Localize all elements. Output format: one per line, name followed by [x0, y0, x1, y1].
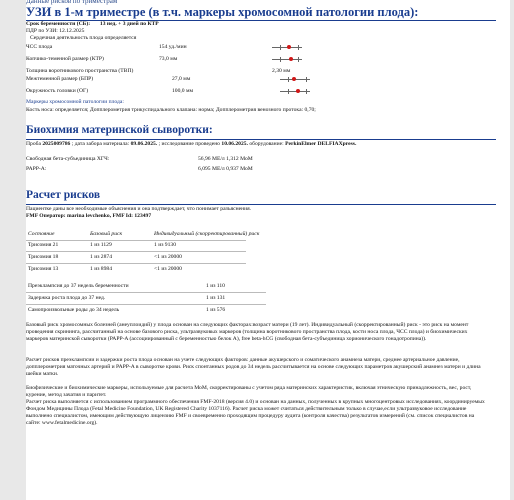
col-header: Индивидуальный (скорректированный) риск — [154, 231, 260, 237]
us-section-title: УЗИ в 1-м триместре (в т.ч. маркеры хромосомной патологии плода): — [26, 5, 419, 19]
heart-activity: Сердечная деятельность плода определяется — [30, 35, 137, 41]
measure-label: Копчико-теменной размер (КТР) — [26, 56, 104, 62]
measure-value: 27,0 мм — [172, 76, 191, 82]
col-header: Базовый риск — [90, 231, 123, 237]
due-date: ПДР по УЗИ: 12.12.2025 — [26, 28, 85, 34]
cell: <1 из 20000 — [154, 266, 182, 272]
measure-value: 100,0 мм — [172, 88, 194, 94]
risk-section-title: Расчет рисков — [26, 189, 101, 201]
bio-row-label: PAPP-A: — [26, 166, 47, 172]
measure-label: Толщина воротникового пространства (ТВП) — [26, 68, 134, 74]
consent-text: Пациентке даны все необходимые объяснения и она подтверждает, что понимает разъяснения. — [26, 206, 252, 212]
measure-value: 73,0 мм — [159, 56, 178, 62]
scale-bound-tick — [306, 77, 307, 82]
measure-value: 2,30 мм — [272, 68, 291, 74]
measure-label: ЧСС плода — [26, 44, 53, 50]
table-rule — [26, 304, 266, 305]
markers-title: Маркеры хромосомной патологии плода: — [26, 99, 124, 105]
cell: Задержка роста плода до 37 нед. — [28, 295, 106, 301]
bio-section-title: Биохимия материнской сыворотки: — [26, 124, 213, 136]
bio-row-label: Свободная бета-субъединица ХГЧ: — [26, 156, 110, 162]
scale-marker — [289, 57, 293, 61]
range-scale-hr — [272, 44, 302, 51]
scale-bound-tick — [280, 45, 281, 50]
range-scale-hc — [280, 88, 310, 95]
cell: 1 из 8984 — [90, 266, 112, 272]
scale-bound-tick — [298, 45, 299, 50]
scale-bound-tick — [288, 89, 289, 94]
scale-marker — [292, 77, 296, 81]
table-header — [26, 230, 316, 238]
scale-bound-tick — [306, 89, 307, 94]
cell: Преэклампсия до 37 недель беременности — [28, 283, 129, 289]
table-row — [26, 306, 326, 314]
range-scale-crl — [272, 56, 302, 63]
explanation-paragraph: Биофизические и биохимические маркеры, используемые для расчета МоМ, скорректированы с учетом ряда материнских характеристик, включая этническую принадлежность, вес, рост, курение, метод зачатия и паритет. — [26, 385, 472, 398]
scale-marker — [296, 89, 300, 93]
report-page — [26, 0, 510, 500]
trisomy-risk-table — [26, 230, 316, 276]
range-scale-tvp — [280, 76, 310, 83]
table-row — [26, 282, 326, 290]
table-rule — [26, 263, 246, 264]
measure-label: Окружность головки (ОГ) — [26, 88, 89, 94]
divider — [26, 204, 496, 205]
scale-bound-tick — [298, 57, 299, 62]
scale-bound-tick — [280, 57, 281, 62]
cell: <1 из 20000 — [154, 254, 182, 260]
cut-off-header: Данные рисков по триместрам — [26, 0, 118, 5]
measure-value: 154 уд./мин — [159, 44, 187, 50]
cell: Трисомия 13 — [28, 266, 59, 272]
table-row — [26, 253, 316, 261]
cell: 1 из 1129 — [90, 242, 112, 248]
explanation-paragraph: Расчет риска выполняется с использованием программного обеспечения FMF-2018 (версия 4.0) и основан на данных, полученных в крупных многоцентровых исследованиях, координируемых Фондом Медицины Плода (Fetal Medicine Foundation, UK Registered Charity 1037116). Расчет риска может считаться действительным только в случае,если ультразвуковое исследование выполнено специалистом, имеющим действующую лицензию FMF и своевременно проходящим процедуру аудита (контроля качества) результатов измерений (см. список специалистов на сайте: www.fetalmedicine.org). — [26, 399, 485, 426]
table-row — [26, 241, 316, 249]
markers-line: Кость носа: определяется; Допплерометрия трикуспидального клапана: норма; Допплерометрия венозного протока: 0,70; — [26, 107, 316, 113]
bio-row-value: 6,095 МЕ/л 0,937 МоМ — [198, 166, 253, 172]
explanation-paragraph: Базовый риск хромосомных болезней (анеуплоидий) у плода основан на следующих факторах:возраст матери (19 лет). Индивидуальный (скорректированный) риск - это риск на момент проведения скрининга, рассчитанный на основе базового риска, ультразвуковых маркеров (толщина воротникового пространства плода, кости носа плода, ЧСС плода) и биохимических маркеров материнской сыворотки (PAPP-A (ассоциированный с беременностью белок А), free beta-hCG (свободная бета-субъединица хорионического гонадотропина)). — [26, 322, 469, 342]
col-header: Состояние — [28, 231, 55, 237]
obstetric-risk-table — [26, 282, 326, 316]
scale-marker — [287, 45, 291, 49]
table-row — [26, 294, 326, 302]
cell: 1 из 110 — [206, 283, 225, 289]
cell: Самопроизвольные роды до 34 недель — [28, 307, 120, 313]
cell: 1 из 2874 — [90, 254, 112, 260]
divider — [26, 139, 496, 140]
operator-line: FMF Оператор: marina levchenko, FMF Id: 123497 — [26, 213, 152, 219]
scale-bound-tick — [288, 77, 289, 82]
table-rule — [26, 251, 246, 252]
table-rule — [26, 292, 266, 293]
table-row — [26, 265, 316, 273]
sample-line: Проба 2025009786 ; дата забора материала: 09.06.2025. ; исследование проведено 10.06.2025. оборудование: PerkinElmer DELFIAXpress. — [26, 141, 357, 147]
gestational-age: Срок беременности (СБ): 13 нед. + 3 дней по КТР — [26, 21, 159, 27]
cell: 1 из 9130 — [154, 242, 176, 248]
cell: 1 из 576 — [206, 307, 226, 313]
measure-label: Межтеменной размер (БПР) — [26, 76, 94, 82]
cell: Трисомия 21 — [28, 242, 59, 248]
explanation-paragraph: Расчет рисков преэклампсии и задержки роста плода основан на учете следующих факторов: данные акушерского и соматического анамнеза матери, среднее артериальное давление, допплерометрия маточных артерий и PAPP-A в сыворотке крови. Риск спонтанных родов до 34 недель рассчитывается на основе следующих параметров акушерский анамнез матери и длина шейки матки. — [26, 357, 481, 377]
cell: 1 из 131 — [206, 295, 226, 301]
cell: Трисомия 18 — [28, 254, 59, 260]
bio-row-value: 56,96 МЕ/л 1,312 МоМ — [198, 156, 253, 162]
